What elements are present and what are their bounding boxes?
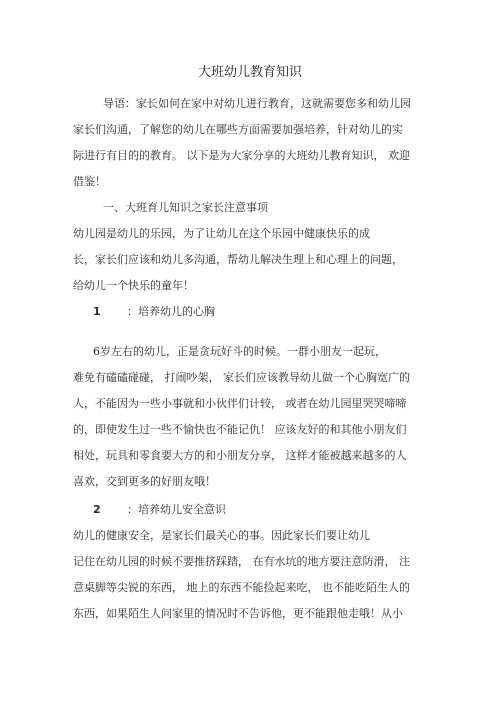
paragraph-line: 意桌脚等尖锐的东西， 地上的东西不能捡起来吃， 也不能吃陌生人的 [73,581,410,594]
intro-line: 借鉴！ [73,175,106,188]
intro-paragraph [73,91,413,195]
paragraph-line: 给幼儿一个快乐的童年！ [73,279,194,292]
paragraph-2 [73,339,413,495]
item-2-label: ：培养幼儿安全意识 [127,503,226,516]
paragraph-line: 的，即使发生过一些不愉快也不能记仇！ 应该友好的和其他小朋友们 [73,423,407,436]
paragraph-line: 人，不能因为一些小事就和小伙伴们计较， 或者在幼儿园里哭哭啼啼 [73,397,407,410]
item-1-number: 1 [93,305,101,318]
paragraph-line: 相处，玩具和零食要大方的和小朋友分享， 这样才能被越来越多的人 [73,449,407,462]
section-heading [73,195,413,221]
paragraph-line: 6岁左右的幼儿，正是贪玩好斗的时候。一群小朋友一起玩， [93,345,386,358]
item-1-heading [73,299,413,325]
paragraph-line: 记住在幼儿园的时候不要推挤踩踏， 在有水坑的地方要注意防滑， 注 [73,555,410,568]
paragraph-line: 长，家长们应该和幼儿多沟通，帮幼儿解决生理上和心理上的问题， [73,253,403,266]
paragraph-line: 幼儿的健康安全，是家长们最关心的事。因此家长们要让幼儿 [73,529,370,542]
paragraph-line: 幼儿园是幼儿的乐园，为了让幼儿在这个乐园中健康快乐的成 [73,227,370,240]
item-1-label: ：培养幼儿的心胸 [127,305,215,318]
paragraph-1 [73,221,413,299]
item-2-heading [73,497,413,523]
item-2-number: 2 [93,503,101,516]
item-2-line [73,497,413,523]
intro-line: 家长们沟通，了解您的幼儿在哪些方面需要加强培养，针对幼儿的实 [73,123,403,136]
intro-line: 导语：家长如何在家中对幼儿进行教育，这就需要您多和幼儿园 [103,97,411,110]
intro-line: 际进行有目的的教育。 以下是为大家分享的大班幼儿教育知识， 欢迎 [73,149,410,162]
item-1-line [73,299,413,325]
paragraph-line: 东西，如果陌生人问家里的情况时不告诉他，更不能跟他走哦！从小 [73,607,403,620]
paragraph-3 [73,523,413,627]
paragraph-line: 喜欢，交到更多的好朋友哦！ [73,475,216,488]
document-title: 大班幼儿教育知识 [197,65,302,80]
section-heading-text: 一、大班育儿知识之家长注意事项 [103,201,268,214]
paragraph-line: 难免有磕磕碰碰， 打闹吵架， 家长们应该教导幼儿做一个心胸宽广的 [73,371,410,384]
